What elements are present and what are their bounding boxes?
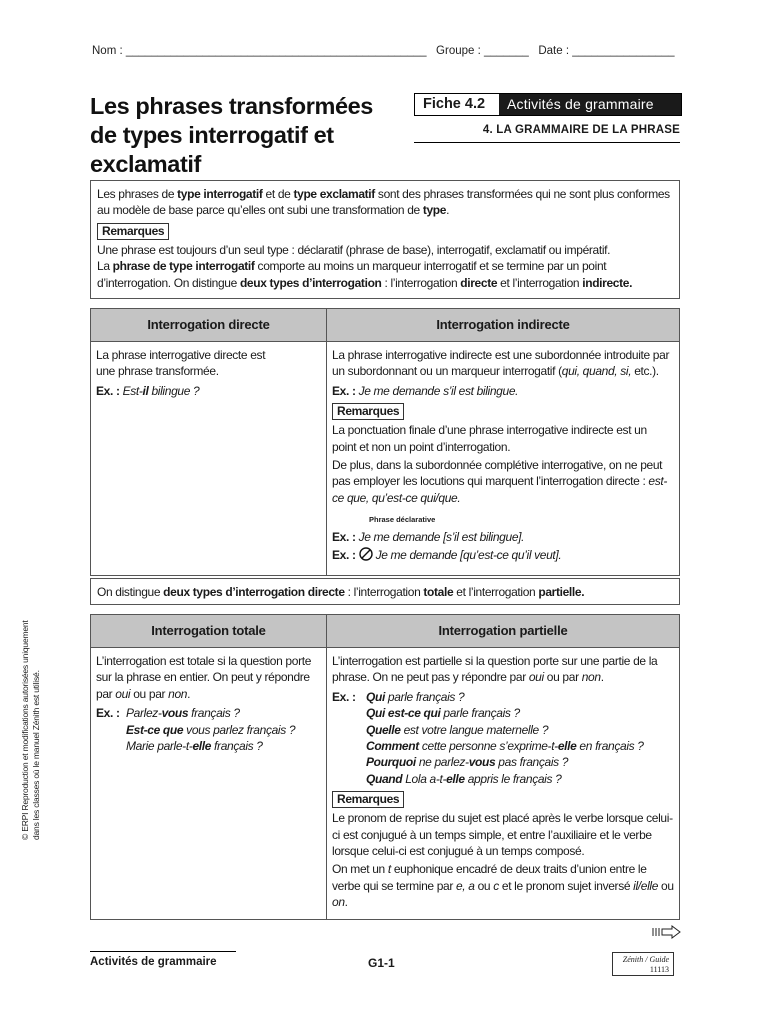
intro-paragraph-run: sont des phrases transformées qui ne sont plus conformes au modèle de base parce qu’elles ont subi une transformation de [97,187,670,218]
partielle-example-run: Lola a-t- [402,771,447,786]
partielle-example [366,771,644,787]
header-interrogation-indirecte: Interrogation indirecte [327,309,680,342]
totale-example-3-run: français ? [211,739,263,754]
intro-remark-2-run: indirecte. [582,275,633,290]
footer-ref-line-1: Zénith / Guide [622,955,669,964]
partielle-remark-2-run: c [493,878,499,893]
partielle-definition [332,653,674,686]
title-line-1: Les phrases transformées [90,93,373,119]
intro-remark-2-run: : l’interrogation [381,275,461,290]
middle-statement-run: totale [423,585,454,599]
example-label: Ex. : [332,529,356,544]
directe-example-text [123,384,200,398]
page-title [90,92,410,179]
partielle-example-run: Qui est-ce qui [366,706,441,721]
partielle-remark-2-run: t [387,862,391,877]
example-label: Ex. : [96,706,120,721]
copyright-line-2: dans les classes où le manuel Zénith est utilisé. [31,670,41,840]
partielle-definition-run: ou par [543,670,582,685]
remarques-label: Remarques [332,791,404,808]
partielle-example [366,705,644,721]
indirecte-definition-run: etc.). [631,364,659,379]
totale-definition-run: L’interrogation est totale si la question porte sur la phrase en entier. On peut y répondre par [96,654,312,701]
indirecte-remark-2 [332,457,674,506]
partielle-example-run: parle français ? [384,689,465,704]
totale-example-list [126,705,295,754]
section-label: 4. LA GRAMMAIRE DE LA PHRASE [482,124,680,136]
example-label: Ex. : [332,548,356,563]
intro-paragraph-run: . [446,203,450,218]
partielle-example-run: vous [468,755,496,770]
cell-indirecte [327,342,680,576]
partielle-definition-run: oui [528,670,544,685]
indirecte-remark-2-run: De plus, dans la subordonnée complétive interrogative, on ne peut pas employer les locutions qui marquent l’interrogation directe : [332,458,663,489]
totale-definition [96,653,321,702]
intro-remark-2-run: La [97,259,113,274]
example-label: Ex. : [96,383,120,398]
totale-example-3-run: Marie parle-t- [126,739,193,754]
intro-remark-2-run: directe [460,275,498,290]
partielle-definition-run: L’interrogation est partielle si la question porte sur une partie de la phrase. On ne peut pas y répondre par [332,654,658,685]
intro-remark-2-run: comporte au moins un marqueur interrogatif et se termine par un point d’interrogation. On distingue [97,259,607,290]
student-info-line: Nom : _______________________________________________ Groupe : _______ Date : ________________ [92,45,675,57]
totale-example-1 [126,705,295,721]
header-interrogation-directe: Interrogation directe [91,309,327,342]
intro-paragraph-run: Les phrases de [97,187,178,201]
cell-totale [91,648,327,920]
header-interrogation-partielle: Interrogation partielle [327,615,680,648]
indirecte-definition-run: La phrase interrogative indirecte est une subordonnée introduite par un subordonnant ou un marqueur interrogatif ( [332,348,670,379]
middle-statement-run: partielle. [538,585,585,599]
partielle-example-run: Quelle [366,722,401,737]
partielle-remark-2-run: il/elle [633,878,659,893]
partielle-definition-run: . [600,670,604,685]
partielle-example-run: ne parlez- [415,755,469,770]
middle-statement-run: deux types d’interrogation directe [163,585,345,599]
intro-box [90,180,680,299]
partielle-example-run: en français ? [576,739,644,754]
partielle-example-run: parle français ? [440,706,520,721]
cell-partielle [327,648,680,920]
footer-ref-line-2: 11113 [649,965,669,974]
totale-definition-run: non [168,686,188,701]
partielle-example-run: est votre langue maternelle ? [400,722,549,737]
title-line-3: exclamatif [90,151,201,177]
partielle-remark-2-run: ou [658,878,674,893]
copyright-note [20,580,42,840]
prohibited-icon [359,547,373,561]
partielle-remark-2-run: ou [474,878,494,893]
indirecte-remark-1: La ponctuation finale d’une phrase interrogative indirecte est un point et non un point d’interrogation. [332,423,647,454]
partielle-example-run: Comment [366,739,419,754]
indirecte-example [332,383,674,399]
indirecte-remark-2-run: est-ce que, qu’est-ce qui/que. [332,474,668,505]
indirecte-example-3 [332,547,674,563]
intro-paragraph-run: type [422,203,447,218]
totale-definition-run: oui [115,686,131,701]
example-label: Ex. : [332,689,356,704]
indirecte-example-2 [332,529,674,545]
fiche-number: Fiche 4.2 [415,94,499,115]
directe-example-text-run: bilingue ? [148,383,200,398]
footer-reference [612,952,674,976]
partielle-remark-1: Le pronom de reprise du sujet est placé après le verbe lorsque celui-ci est conjugué à un temps simple, et entre l’auxiliaire et le verbe lorsque celui-ci est conjugué à un temps composé. [332,811,673,859]
middle-statement-run: : l’interrogation [344,585,424,599]
intro-remark-2-run: et l’interrogation [497,275,583,290]
partielle-examples [332,689,674,787]
intro-paragraph [97,186,673,219]
totale-example-3 [126,738,295,754]
intro-remark-2-run: phrase de type interrogatif [112,259,255,274]
partielle-example-run: Qui [366,689,385,704]
intro-paragraph-run: type exclamatif [293,187,375,201]
totale-example-1-run: vous [161,706,189,721]
middle-statement [90,578,680,605]
directe-example [96,383,321,399]
partielle-example [366,689,644,705]
title-line-2: de types interrogatif et [90,122,334,148]
section-rule [414,142,680,143]
middle-statement-run: et l’interrogation [453,585,539,599]
partielle-remark-2-run: . [344,895,348,910]
intro-remark-1: Une phrase est toujours d’un seul type : déclaratif (phrase de base), interrogatif, exclamatif ou impératif. [97,242,611,257]
indirecte-definition [332,347,674,380]
remarques-label: Remarques [332,403,404,420]
totale-examples [96,705,321,754]
partielle-example-run: appris le français ? [464,771,562,786]
partielle-remark-2 [332,861,674,910]
partielle-example-run: Quand [366,771,403,786]
partielle-example-run: pas français ? [495,755,569,770]
indirecte-example-2-text: Je me demande [s’il est bilingue]. [358,529,525,544]
indirecte-example-text: Je me demande s’il est bilingue. [358,383,519,398]
footer-title: Activités de grammaire [90,956,217,968]
partielle-remark-2-run: e, a [455,878,475,893]
partielle-remark-2-run: et le pronom sujet inversé [498,878,634,893]
partielle-example-list [366,689,644,787]
partielle-example-run: cette personne s’exprime-t- [418,739,558,754]
totale-definition-run: . [187,686,191,701]
phrase-declarative-label: Phrase déclarative [369,515,436,525]
arrow-right-icon [652,924,682,940]
partielle-example-run: elle [557,739,577,754]
indirecte-example-3-text: Je me demande [qu’est-ce qu’il veut]. [375,548,562,563]
totale-example-2-run: Est-ce que [126,722,184,737]
footer-rule [90,951,236,952]
fiche-badge [414,93,682,116]
directe-definition: La phrase interrogative directe est une phrase transformée. [96,348,266,379]
totale-example-2-run: vous parlez français ? [183,722,296,737]
example-label: Ex. : [332,383,356,398]
totale-example-2 [126,722,295,738]
partielle-example [366,722,644,738]
totale-example-1-run: français ? [188,706,240,721]
page-number: G1-1 [368,956,395,970]
partielle-remark-2-run: On met un [332,862,388,877]
intro-paragraph-run: et de [262,187,294,201]
partielle-remark-2-run: euphonique encadré de deux traits d’union entre le verbe qui se termine par [332,862,647,893]
totale-example-1-run: Parlez- [126,706,162,721]
partielle-example [366,738,644,754]
cell-directe [91,342,327,576]
remarques-label: Remarques [97,223,169,240]
copyright-line-1: © ERPI Reproduction et modifications autorisées uniquement [20,620,30,840]
partielle-definition-run: non [581,670,601,685]
partielle-example [366,754,644,770]
partielle-example-run: elle [446,771,465,786]
directe-example-text-run: Est- [122,383,143,398]
partielle-example-run: Pourquoi [366,755,416,770]
table-totale-partielle [90,614,680,920]
table-direct-indirect [90,308,680,576]
header-interrogation-totale: Interrogation totale [91,615,327,648]
middle-statement-run: On distingue [97,585,164,599]
totale-example-3-run: elle [192,739,212,754]
directe-example-text-run: il [142,383,149,398]
intro-remark-2-run: deux types d’interrogation [239,275,382,290]
intro-paragraph-run: type interrogatif [177,187,263,201]
indirecte-definition-run: qui, quand, si, [561,364,632,379]
partielle-remark-2-run: on [332,895,345,910]
totale-definition-run: ou par [130,686,169,701]
intro-remark-2 [97,258,673,291]
fiche-category: Activités de grammaire [499,94,681,115]
